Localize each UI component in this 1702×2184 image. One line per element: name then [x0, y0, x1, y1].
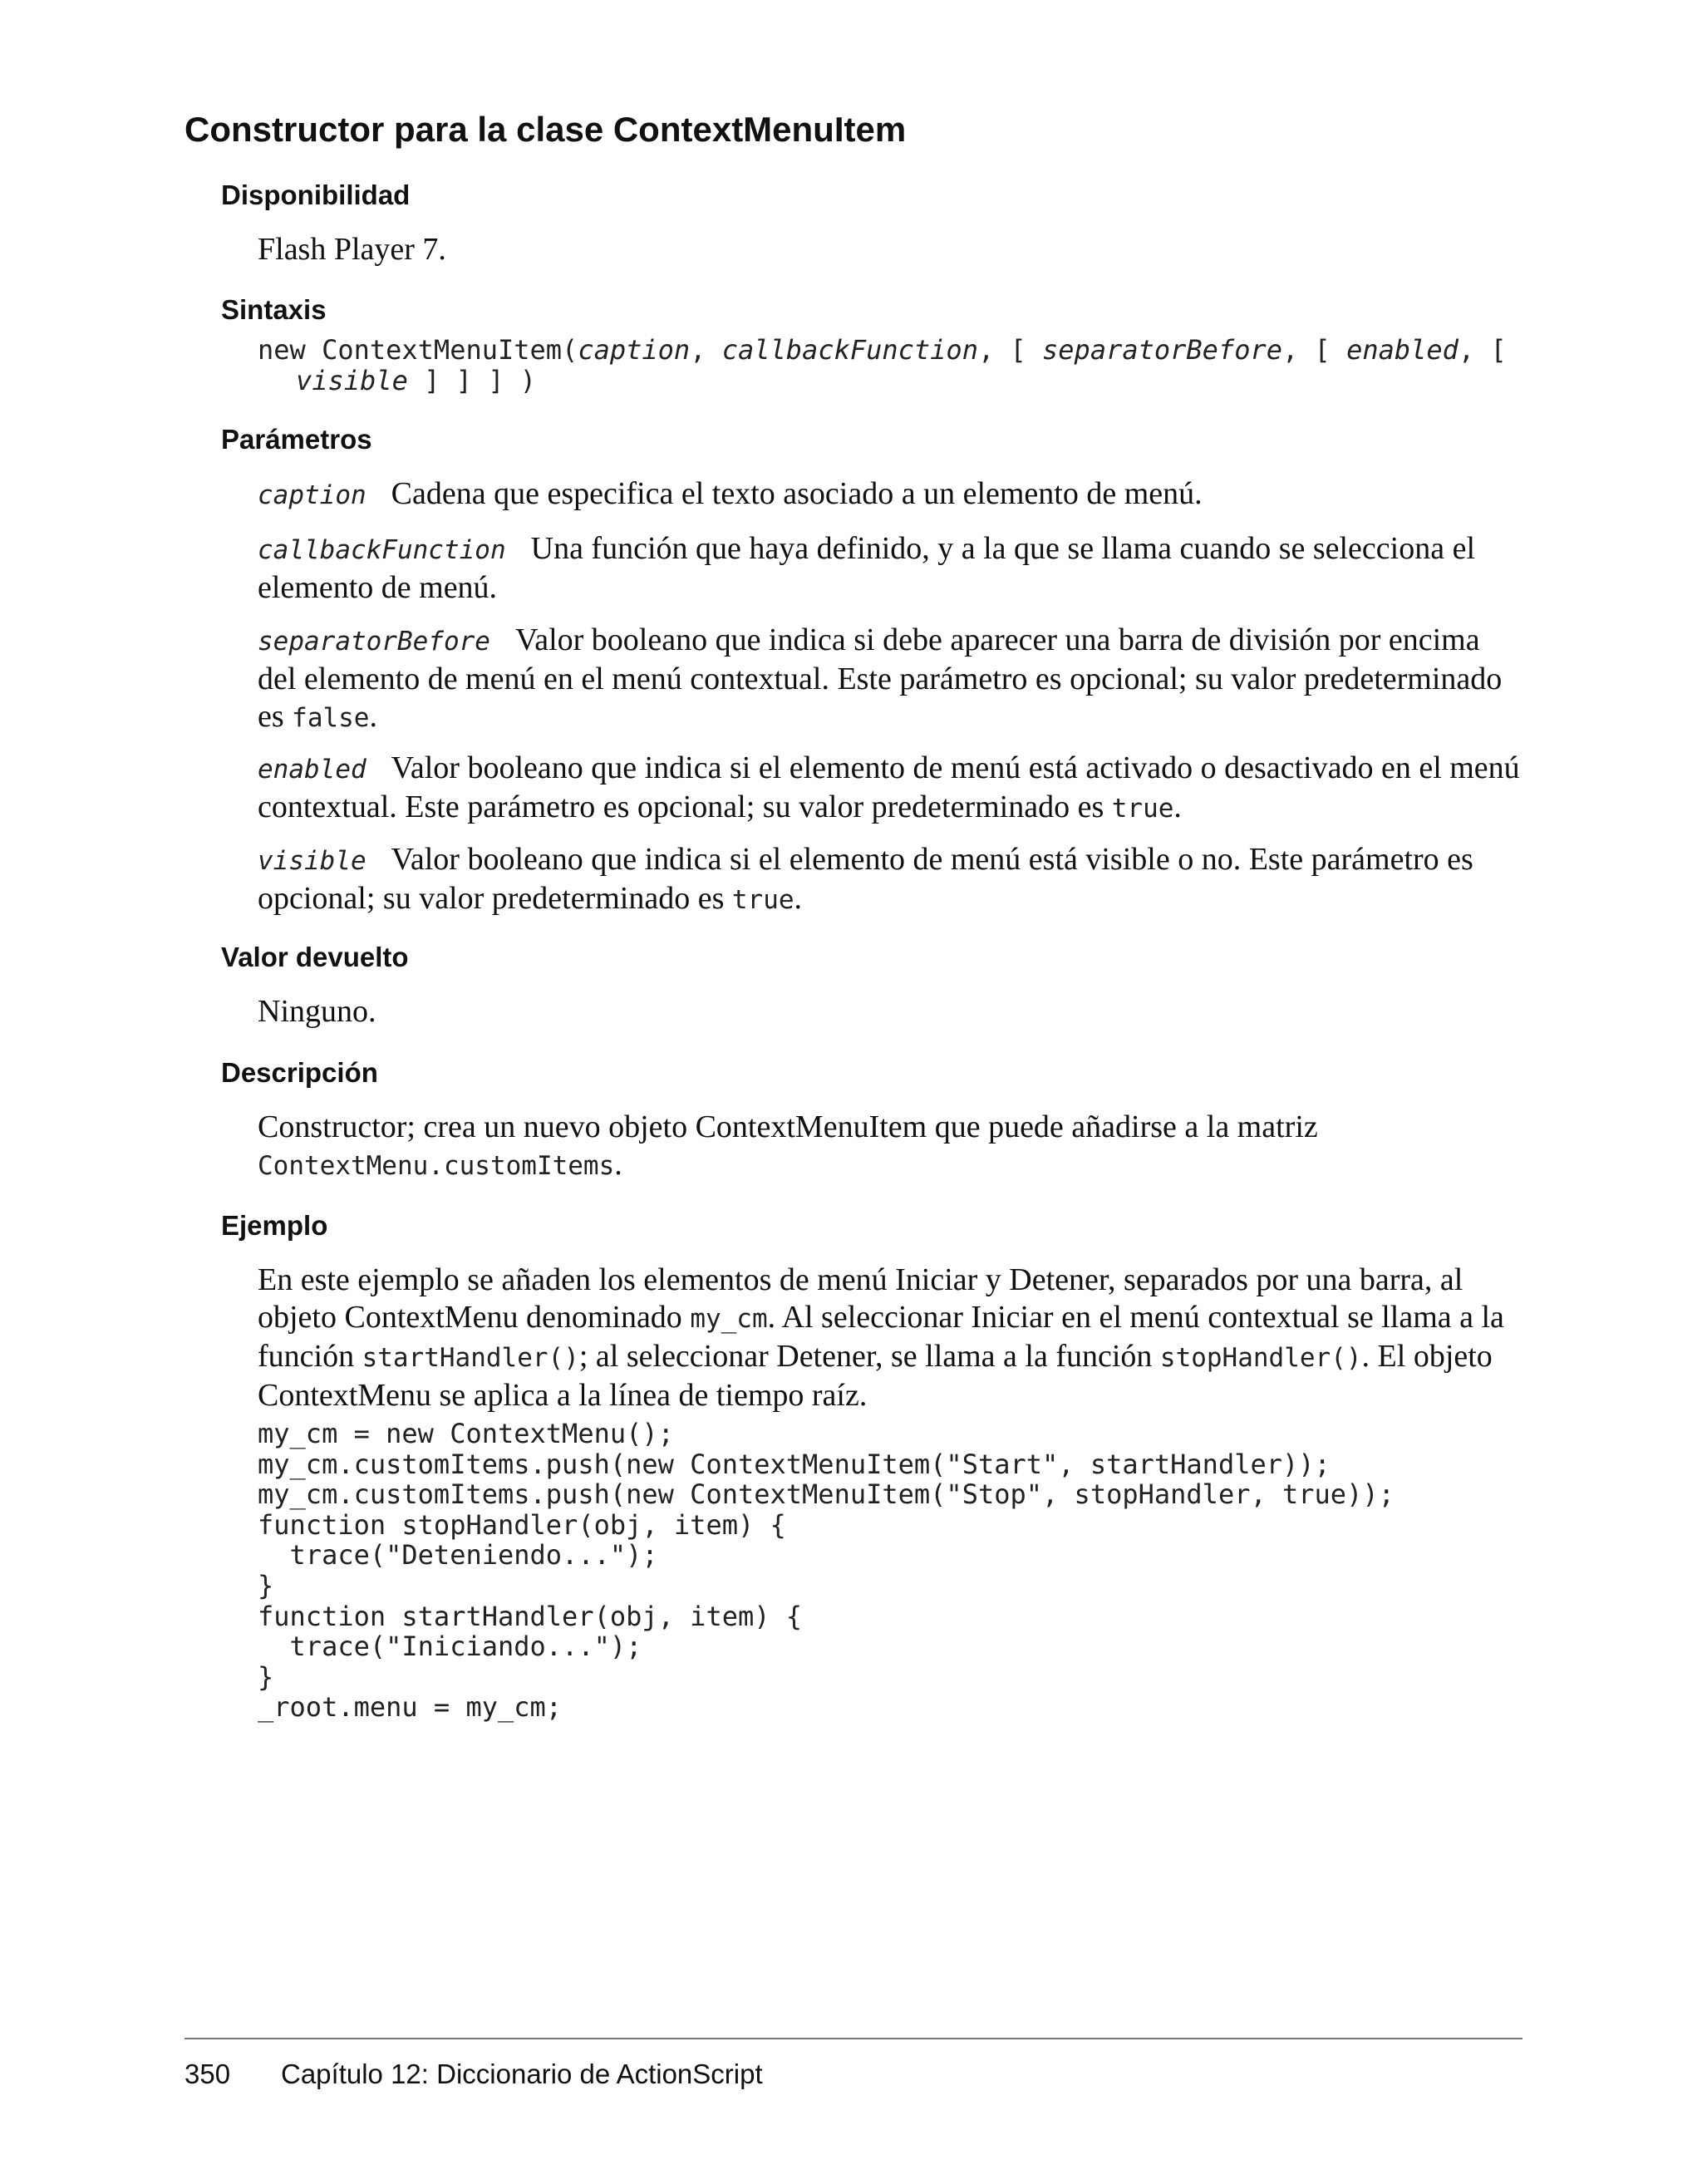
param-desc-end: .: [369, 699, 377, 734]
example-text-part: . Al seleccionar Iniciar en el menú contextual se llama a la función: [258, 1300, 1504, 1374]
example-heading: Ejemplo: [221, 1210, 328, 1241]
param-visible: [258, 841, 1521, 919]
page-footer: [184, 2058, 763, 2091]
param-name: visible: [258, 846, 366, 876]
example-text: [258, 1262, 1521, 1414]
params-heading: Parámetros: [221, 424, 372, 455]
example-code-block: my_cm = new ContextMenu(); my_cm.customItems.push(new ContextMenuItem("Start", startHandler)); my_cm.customItems.push(new ContextMenuItem("Stop", stopHandler, true)); function stopHandler(obj, item) { trace("Deteniendo..."); } function startHandler(obj, item) { trace("Iniciando..."); } _root.menu = my_cm;: [258, 1418, 1395, 1724]
returns-heading: Valor devuelto: [221, 942, 409, 972]
syntax-arg-separator: separatorBefore: [1042, 334, 1282, 366]
param-callbackfunction: [258, 530, 1521, 607]
description-end: .: [614, 1147, 622, 1182]
page-number: 350: [184, 2059, 231, 2089]
param-default-value: true: [1111, 794, 1174, 824]
description-body: Constructor; crea un nuevo objeto ContextMenuItem que puede añadirse a la matriz: [258, 1109, 1318, 1144]
example-text-part: . El objeto ContextMenu se aplica a la línea de tiempo raíz.: [258, 1339, 1493, 1413]
syntax-arg-caption: caption: [578, 334, 691, 366]
description-text: [258, 1109, 1521, 1185]
param-name: callbackFunction: [258, 535, 506, 565]
syntax-sep: ,: [690, 334, 722, 366]
description-heading: Descripción: [221, 1057, 378, 1088]
syntax-prefix: new ContextMenuItem(: [258, 334, 578, 366]
syntax-arg-enabled: enabled: [1346, 334, 1459, 366]
example-inline-code: startHandler(): [362, 1343, 579, 1373]
param-desc: Valor booleano que indica si el elemento de menú está activado o desactivado en el menú contextual. Este parámetro es opcional; su valor predeterminado es: [258, 750, 1520, 824]
param-desc: Valor booleano que indica si el elemento de menú está visible o no. Este parámetro es opcional; su valor predeterminado es: [258, 842, 1473, 916]
syntax-sep: , [: [1458, 334, 1507, 366]
param-name: caption: [258, 480, 366, 510]
page-title: Constructor para la clase ContextMenuItem: [184, 110, 907, 149]
syntax-suffix: ] ] ] ): [407, 365, 536, 396]
returns-text: Ninguno.: [258, 994, 376, 1029]
param-name: enabled: [258, 755, 366, 785]
availability-text: Flash Player 7.: [258, 232, 446, 267]
syntax-arg-visible: visible: [296, 365, 408, 396]
param-desc: Valor booleano que indica si debe aparecer una barra de división por encima del elemento de menú en el menú contextual. Este parámetro es opcional; su valor predeterminado es: [258, 622, 1503, 734]
param-default-value: true: [731, 885, 794, 915]
param-desc: Cadena que especifica el texto asociado a un elemento de menú.: [391, 476, 1203, 511]
example-inline-code: my_cm: [690, 1304, 768, 1334]
param-desc-end: .: [794, 881, 803, 916]
syntax-arg-callback: callbackFunction: [721, 334, 978, 366]
example-text-part: ; al seleccionar Detener, se llama a la función: [578, 1339, 1160, 1374]
syntax-line-2: [258, 366, 1521, 396]
chapter-title: Capítulo 12: Diccionario de ActionScript: [281, 2059, 763, 2089]
availability-heading: Disponibilidad: [221, 180, 411, 210]
example-inline-code: stopHandler(): [1159, 1343, 1362, 1373]
syntax-line-1: [258, 335, 1521, 366]
param-name: separatorBefore: [258, 627, 490, 657]
description-code: ContextMenu.customItems: [258, 1151, 615, 1181]
param-separatorbefore: [258, 622, 1521, 737]
param-caption: [258, 475, 1521, 514]
syntax-sep: , [: [977, 334, 1043, 366]
param-desc: Una función que haya definido, y a la que se llama cuando se selecciona el elemento de menú.: [258, 531, 1476, 605]
syntax-block: [258, 335, 1521, 396]
syntax-heading: Sintaxis: [221, 294, 327, 325]
param-default-value: false: [292, 703, 370, 733]
param-enabled: [258, 750, 1521, 828]
example-text-part: En este ejemplo se añaden los elementos de menú Iniciar y Detener, separados por una barra, al objeto ContextMenu denominado: [258, 1262, 1463, 1335]
footer-rule: [184, 2038, 1522, 2039]
param-desc-end: .: [1173, 789, 1182, 824]
syntax-sep: , [: [1282, 334, 1347, 366]
